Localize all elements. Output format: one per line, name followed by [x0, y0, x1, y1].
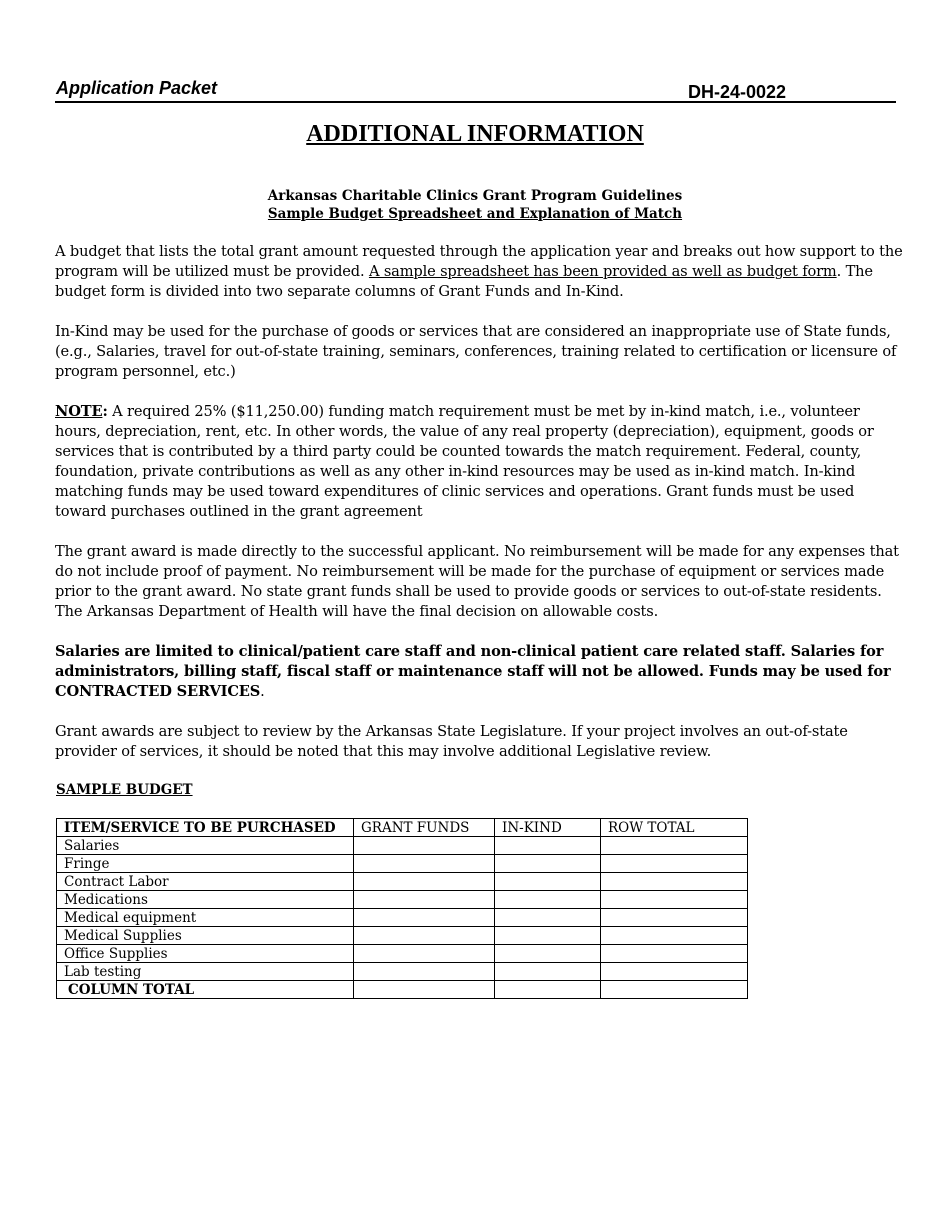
table-cell[interactable] [601, 855, 748, 873]
sample-budget-table [56, 818, 748, 999]
paragraph-salaries [55, 642, 905, 702]
row-label-medical-supplies: Medical Supplies [57, 927, 354, 945]
table-header-row [57, 819, 748, 837]
paragraph-in-kind: In-Kind may be used for the purchase of goods or services that are considered an inappropriate use of State funds, (e.g., Salaries, travel for out-of-state training, seminars, conferences, training related to certification or licensure of program personnel, etc.) [55, 323, 897, 381]
table-cell[interactable] [601, 945, 748, 963]
paragraph-note [55, 402, 905, 523]
sample-budget-label: SAMPLE BUDGET [56, 782, 193, 798]
table-cell[interactable] [354, 909, 495, 927]
table-cell[interactable] [601, 927, 748, 945]
note-colon: : [102, 403, 108, 420]
table-cell[interactable] [601, 837, 748, 855]
paragraph-budget-requirement [55, 242, 905, 302]
subtitle-sample-budget: Sample Budget Spreadsheet and Explanation of Match [267, 206, 683, 222]
row-label-fringe: Fringe [57, 855, 354, 873]
paragraph-legislature-review: Grant awards are subject to review by the Arkansas State Legislature. If your project involves an out-of-state provider of services, it should be noted that this may involve additional Legislative review. [55, 723, 848, 761]
column-header-in-kind: IN-KIND [495, 819, 601, 837]
page-title: ADDITIONAL INFORMATION [306, 121, 644, 147]
table-row [57, 891, 748, 909]
table-cell[interactable] [495, 873, 601, 891]
row-label-medications: Medications [57, 891, 354, 909]
table-cell[interactable] [495, 963, 601, 981]
table-cell[interactable] [495, 927, 601, 945]
table-cell[interactable] [354, 945, 495, 963]
table-cell[interactable] [354, 855, 495, 873]
table-cell[interactable] [354, 891, 495, 909]
row-label-contract-labor: Contract Labor [57, 873, 354, 891]
table-cell[interactable] [495, 909, 601, 927]
subtitle-program-guidelines: Arkansas Charitable Clinics Grant Program Guidelines [267, 188, 683, 204]
row-label-office-supplies: Office Supplies [57, 945, 354, 963]
table-row [57, 909, 748, 927]
row-label-lab-testing: Lab testing [57, 963, 354, 981]
note-text: A required 25% ($11,250.00) funding match requirement must be met by in-kind match, i.e., volunteer hours, depreciation, rent, etc. In other words, the value of any real property (depreciation), equipment, goods or services that is contributed by a third party could be counted towards the match requirement. Federal, county, foundation, private contributions as well as any other in-kind resources may be used as in-kind match. In-kind matching funds may be used toward expenditures of clinic services and operations. Grant funds must be used toward purchases outlined in the grant agreement [55, 403, 874, 521]
salaries-text: Salaries are limited to clinical/patient care staff and non-clinical patient care related staff. Salaries for administrators, billing staff, fiscal staff or maintenance staff will not be allowed. Funds may be used for CONTRACTED SERVICES [55, 643, 891, 701]
table-row [57, 837, 748, 855]
note-label: NOTE [55, 403, 103, 420]
row-label-salaries: Salaries [57, 837, 354, 855]
table-row [57, 927, 748, 945]
row-label-medical-equipment: Medical equipment [57, 909, 354, 927]
table-row [57, 945, 748, 963]
table-cell[interactable] [354, 981, 495, 999]
table-row [57, 873, 748, 891]
table-cell[interactable] [354, 927, 495, 945]
table-cell[interactable] [495, 837, 601, 855]
salaries-period: . [260, 683, 265, 701]
paragraph-budget-text-2: . The budget form is divided into two separate columns of Grant Funds and In-Kind. [55, 263, 873, 301]
header-left-label: Application Packet [56, 78, 218, 98]
table-cell[interactable] [601, 909, 748, 927]
header-document-number: DH-24-0022 [688, 82, 787, 102]
table-cell[interactable] [601, 873, 748, 891]
paragraph-grant-award: The grant award is made directly to the successful applicant. No reimbursement will be made for any expenses that do not include proof of payment. No reimbursement will be made for the purchase of equipment or services made prior to the grant award. No state grant funds shall be used to provide goods or services to out-of-state residents. The Arkansas Department of Health will have the final decision on allowable costs. [55, 543, 899, 621]
table-cell[interactable] [495, 981, 601, 999]
table-cell[interactable] [354, 873, 495, 891]
table-cell[interactable] [601, 981, 748, 999]
paragraph-budget-underlined: A sample spreadsheet has been provided as well as budget form [368, 263, 837, 281]
paragraph-budget-text-1: A budget that lists the total grant amount requested through the application year and breaks out how support to the program will be utilized must be provided. [55, 243, 903, 281]
table-total-row [57, 981, 748, 999]
column-header-item: ITEM/SERVICE TO BE PURCHASED [57, 819, 354, 837]
table-cell[interactable] [601, 963, 748, 981]
table-row [57, 855, 748, 873]
column-total-label: COLUMN TOTAL [57, 981, 354, 999]
table-cell[interactable] [601, 891, 748, 909]
column-header-grant-funds: GRANT FUNDS [354, 819, 495, 837]
table-cell[interactable] [495, 945, 601, 963]
column-header-row-total: ROW TOTAL [601, 819, 748, 837]
table-row [57, 963, 748, 981]
table-cell[interactable] [354, 837, 495, 855]
page-header [55, 74, 896, 103]
table-cell[interactable] [354, 963, 495, 981]
table-cell[interactable] [495, 891, 601, 909]
table-cell[interactable] [495, 855, 601, 873]
